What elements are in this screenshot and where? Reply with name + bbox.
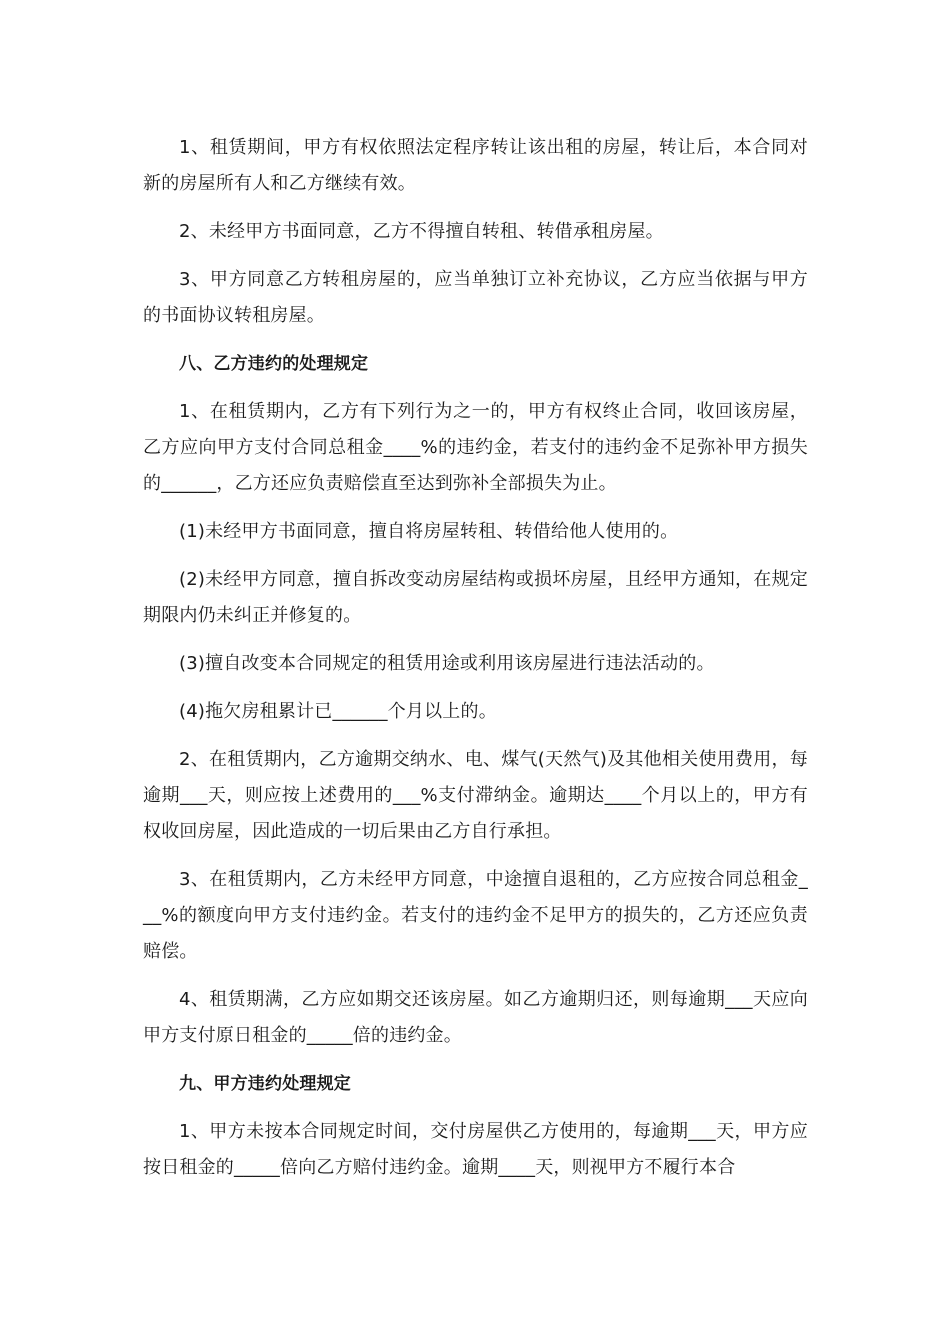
clause-paragraph: (4)拖欠房租累计已______个月以上的。 (179, 701, 497, 722)
clause-paragraph: 2、未经甲方书面同意，乙方不得擅自转租、转借承租房屋。 (179, 221, 664, 242)
clause-paragraph: (1)未经甲方书面同意，擅自将房屋转租、转借给他人使用的。 (179, 521, 679, 542)
clause-paragraph: 4、租赁期满，乙方应如期交还该房屋。如乙方逾期归还，则每逾期___天应向甲方支付原日租金的_____倍的违约金。 (143, 989, 808, 1046)
section-heading: 八、乙方违约的处理规定 (179, 354, 369, 374)
clause-paragraph: 2、在租赁期内，乙方逾期交纳水、电、煤气(天然气)及其他相关使用费用，每逾期___天，则应按上述费用的___%支付滞纳金。逾期达____个月以上的，甲方有权收回房屋，因此造成的一切后果由乙方自行承担。 (143, 749, 808, 842)
clause-paragraph: 1、在租赁期内，乙方有下列行为之一的，甲方有权终止合同，收回该房屋，乙方应向甲方支付合同总租金____%的违约金，若支付的违约金不足弥补甲方损失的______，乙方还应负责赔偿直至达到弥补全部损失为止。 (143, 401, 808, 494)
clause-paragraph: 3、在租赁期内，乙方未经甲方同意，中途擅自退租的，乙方应按合同总租金___%的额度向甲方支付违约金。若支付的违约金不足甲方的损失的，乙方还应负责赔偿。 (143, 869, 808, 962)
clause-paragraph: 3、甲方同意乙方转租房屋的，应当单独订立补充协议，乙方应当依据与甲方的书面协议转租房屋。 (143, 269, 808, 326)
clause-paragraph: 1、甲方未按本合同规定时间，交付房屋供乙方使用的，每逾期___天，甲方应按日租金的_____倍向乙方赔付违约金。逾期____天，则视甲方不履行本合 (143, 1121, 808, 1178)
clause-paragraph: 1、租赁期间，甲方有权依照法定程序转让该出租的房屋，转让后，本合同对新的房屋所有人和乙方继续有效。 (143, 137, 808, 194)
clause-paragraph: (3)擅自改变本合同规定的租赁用途或利用该房屋进行违法活动的。 (179, 653, 715, 674)
document-page (143, 130, 808, 1198)
clause-paragraph: (2)未经甲方同意，擅自拆改变动房屋结构或损坏房屋，且经甲方通知，在规定期限内仍未纠正并修复的。 (143, 569, 808, 626)
section-heading: 九、甲方违约处理规定 (179, 1074, 351, 1094)
